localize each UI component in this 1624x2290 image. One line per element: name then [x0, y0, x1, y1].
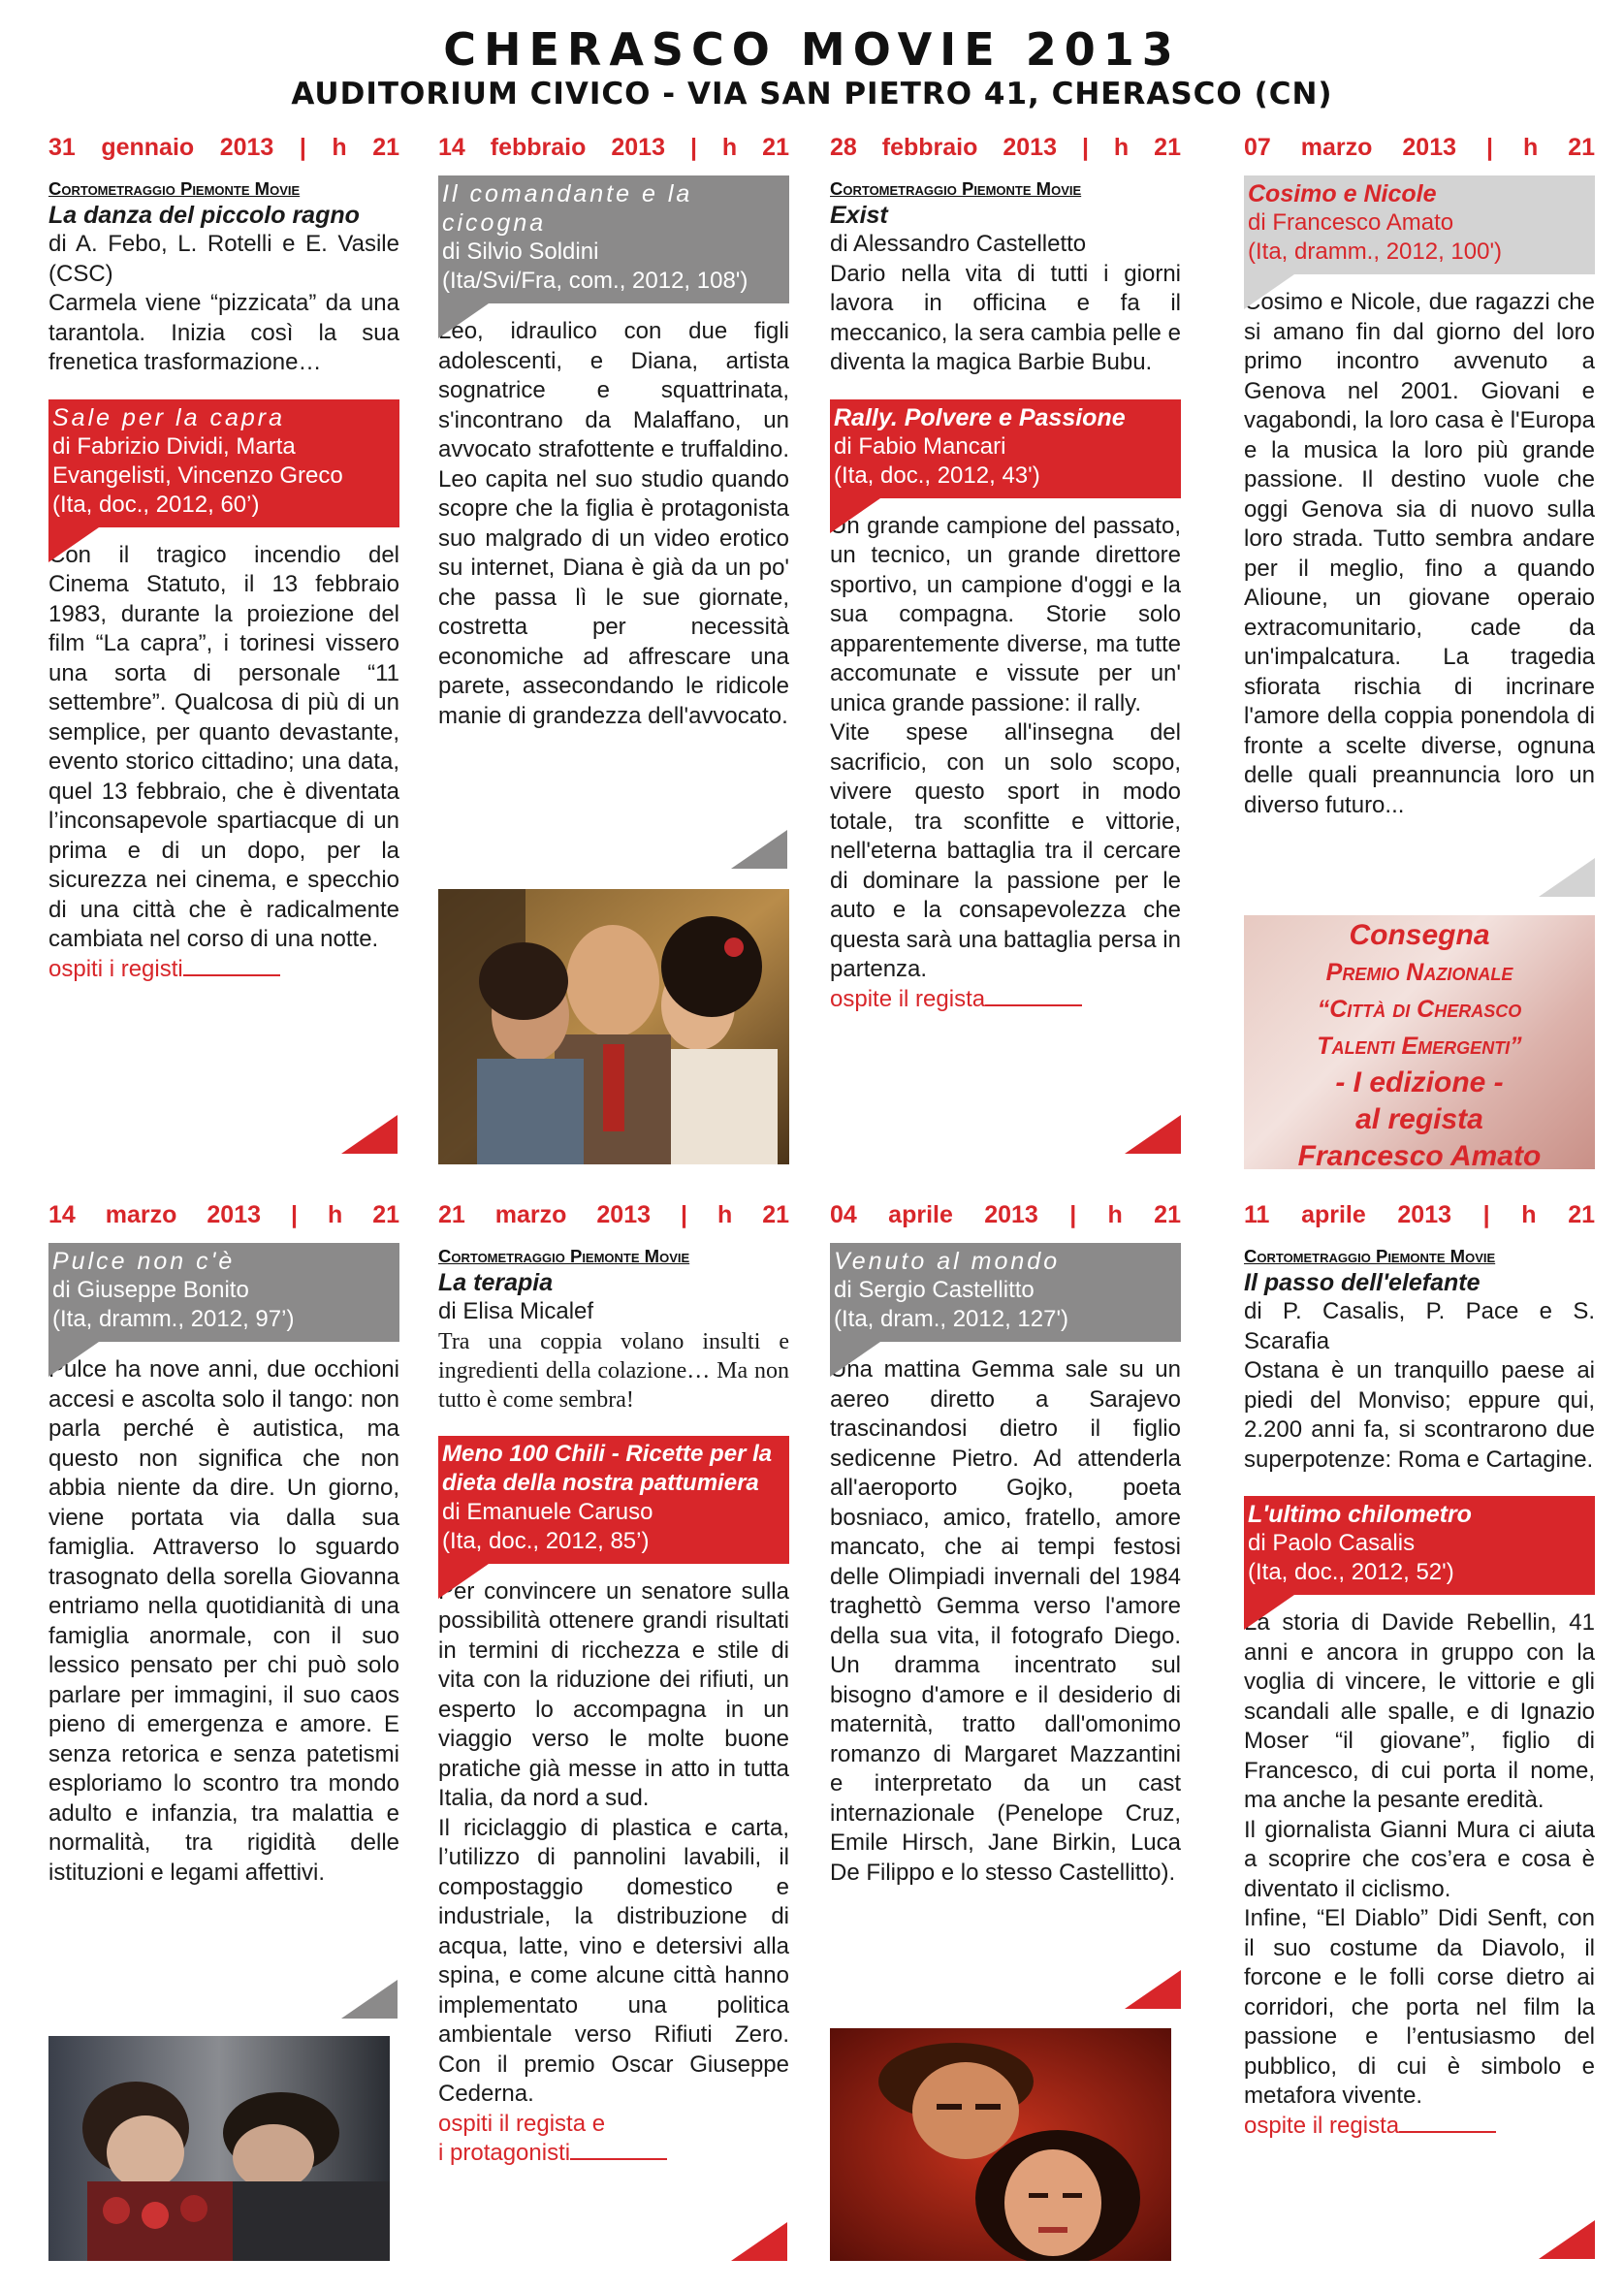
event-date: 07 marzo 2013 | h 21	[1244, 134, 1595, 161]
film-still-venuto	[830, 2028, 1171, 2261]
film-director: di Francesco Amato	[1248, 209, 1454, 236]
short-film-title: La danza del piccolo ragno	[48, 202, 360, 229]
page-subtitle: AUDITORIUM CIVICO - VIA SAN PIETRO 41, CHERASCO (CN)	[291, 77, 1333, 111]
short-film-label: Cortometraggio Piemonte Movie	[438, 1246, 690, 1266]
film-text-2: Vite spese all'insegna del sacrificio, con un solo scopo, vivere questo sport in modo totale, tra sconfitte e vittorie, nell'eterna battaglia tra il cercare di dominare la passione per le auto e la consapevolezza che questa sarà una battaglia persa in partenza.	[830, 719, 1181, 982]
guests-underline	[570, 2158, 667, 2160]
film-director: di Silvio Soldini	[442, 239, 599, 265]
film-info: (Ita/Svi/Fra, com., 2012, 108')	[442, 268, 748, 294]
film-info: (Ita, dramm., 2012, 100')	[1248, 239, 1503, 265]
guests-note	[48, 955, 399, 984]
promo-line-5: - I edizione -	[1335, 1066, 1504, 1098]
film-text-2: Il riciclaggio di plastica e carta, l’utilizzo di pannolini lavabili, il compostaggio domestico e industriale, la distribuzione di acqua, latte, vino e detersivi alla spina, e come alcune città hanno implementato una politica ambientale verso Rifiuti Zero. Con il premio Oscar Giuseppe Cederna.	[438, 1814, 789, 2107]
film-info: (Ita, doc., 2012, 52')	[1248, 1559, 1454, 1585]
box-corner	[1244, 274, 1294, 309]
box-corner	[48, 1342, 99, 1377]
film-text: Con il tragico incendio del Cinema Statuto, il 13 febbraio 1983, durante la proiezione del film “La capra”, i torinesi vissero una sorta di personale “11 settembre”. Qualcosa di più di un semplice, per quanto devastante, evento storico cittadino; una data, quel 13 febbraio, che è diventata l’inconsapevole spartiacque di un prima e di un dopo, per la sicurezza nei cinema, e specchio di una città che è radicalmente cambiata nel corso di una notte.	[48, 541, 399, 952]
guests-underline	[985, 1004, 1082, 1006]
film-title: Sale per la capra	[52, 403, 286, 431]
promo-line-1: Consegna	[1349, 919, 1490, 951]
short-film-label: Cortometraggio Piemonte Movie	[830, 178, 1082, 199]
film-info: (Ita, doc., 2012, 85’)	[442, 1527, 650, 1554]
corner-triangle	[1125, 1115, 1181, 1154]
corner-triangle	[1539, 858, 1595, 897]
guests-text: ospite il regista	[830, 985, 986, 1012]
short-film-text: Ostana è un tranquillo paese ai piedi del Monviso; eppure qui, 2.200 anni fa, si scontrarono due superpotenze: Roma e Cartagine.	[1244, 1357, 1595, 1473]
film-text: Una mattina Gemma sale su un aereo diretto a Sarajevo trascinandosi dietro il figlio sedicenne Pietro. Ad attenderla all'aeroporto Gojko, poeta bosniaco, amico, fratello, amore mancato, che ai tempi festosi delle Olimpiadi invernali del 1984 traghettò Gemma verso l'amore della sua vita, il fotografo Diego. Un dramma incentrato sul bisogno d'amore e il desiderio di maternità, tratto dall'omonimo romanzo di Margaret Mazzantini e interpretato da un cast internazionale (Penelope Cruz, Emile Hirsch, Jane Birkin, Luca De Filippo e lo stesso Castellitto).	[830, 1356, 1181, 1886]
film-text: Per convincere un senatore sulla possibilità ottenere grandi risultati in termini di ricchezza e stile di vita con la riduzione dei rifiuti, un esperto lo accompagna in un viaggio verso le molte buone pratiche già messe in atto in tutta Italia, da nord a sud.	[438, 1577, 789, 1811]
film-still-image	[48, 2036, 390, 2261]
page-header	[0, 23, 1624, 112]
film-text: Pulce ha nove anni, due occhioni accesi e ascolta solo il tango: non parla perché è autistica, ma questo non significa che non abbia niente da dire. Un giorno, viene portata via dalla sua famiglia. Attraverso lo sguardo trasognato della sorella Giovanna entriamo nella quotidianità di una famiglia anormale, con il suo lessico pensato per chi può solo parlare per immagini, il suo caos pieno di emergenza e amore. E senza retorica e senza patetismi esploriamo lo scontro tra mondo adulto e infanzia, tra malattia e normalità, tra rigidità delle istituzioni e legami affettivi.	[48, 1356, 399, 1886]
promo-line-4: Talenti Emergenti”	[1317, 1033, 1522, 1060]
short-film-title: Exist	[830, 202, 888, 229]
guests-text: ospiti il regista e	[438, 2110, 606, 2137]
film-box	[830, 399, 1181, 498]
film-director: di Giuseppe Bonito	[52, 1277, 249, 1303]
short-film-credits: di A. Febo, L. Rotelli e E. Vasile (CSC)	[48, 231, 399, 287]
box-corner	[830, 1342, 880, 1377]
short-film-text: Dario nella vita di tutti i giorni lavora in officina e fa il meccanico, la sera cambia pelle e diventa la magica Barbie Bubu.	[830, 260, 1181, 375]
event-date: 14 febbraio 2013 | h 21	[438, 134, 789, 161]
corner-triangle	[731, 830, 787, 869]
film-director: di Fabrizio Dividi, Marta Evangelisti, Vincenzo Greco	[52, 432, 343, 489]
event-11-aprile	[1244, 1200, 1595, 2141]
film-title: Meno 100 Chili - Ricette per la dieta della nostra pattumiera	[442, 1440, 773, 1496]
event-14-febbraio	[438, 133, 789, 731]
box-corner	[438, 303, 489, 338]
guests-underline	[1399, 2131, 1496, 2133]
corner-triangle	[1539, 2220, 1595, 2259]
corner-triangle	[1125, 1970, 1181, 2009]
short-film-label: Cortometraggio Piemonte Movie	[48, 178, 301, 199]
film-info: (Ita, dram., 2012, 127')	[834, 1306, 1069, 1332]
corner-triangle	[341, 1980, 398, 2019]
film-text: Cosimo e Nicole, due ragazzi che si amano fin dal giorno del loro primo incontro avvenuto a Genova nel 2001. Giovani e vagabondi, la loro casa è l'Europa e la musica la loro più grande passione. Il destino vuole che oggi Genova sia di nuovo sulla loro strada. Tutto sembra andare per il meglio, fino a quando Alioune, un giovane operaio extracomunitario, cade da un'impalcatura. La tragedia sfiorata rischia di incrinare l'amore della coppia ponendola di fronte a scelte diverse, ognuna delle quali preannuncia loro un diverso futuro...	[1244, 289, 1595, 818]
film-still-pulce	[48, 2036, 390, 2261]
film-info: (Ita, doc., 2012, 43')	[834, 461, 1040, 489]
film-box	[830, 1243, 1181, 1342]
film-title: Rally. Polvere e Passione	[834, 403, 1126, 431]
guests-text: ospiti i registi	[48, 955, 183, 982]
guests-note	[1244, 2112, 1595, 2141]
film-still-image	[830, 2028, 1171, 2261]
film-text-3: Infine, “El Diablo” Didi Senft, con il suo costume da Diavolo, il forcone e le folli corse dietro ai corridori, che porta nel film la passione e l’entusiasmo del pubblico, di cui è simbolo e metafora vivente.	[1244, 1905, 1595, 2109]
short-film-title: Il passo dell'elefante	[1244, 1269, 1481, 1296]
short-film-credits: di Alessandro Castelletto	[830, 231, 1087, 257]
box-corner	[48, 527, 99, 562]
corner-triangle	[731, 2222, 787, 2261]
event-21-marzo	[438, 1200, 789, 2168]
film-info: (Ita, doc., 2012, 60’)	[52, 491, 260, 518]
film-info: (Ita, dramm., 2012, 97’)	[52, 1306, 295, 1332]
event-04-aprile	[830, 1200, 1181, 1888]
film-title: Il comandante e la cicogna	[442, 180, 693, 237]
film-director: di Fabio Mancari	[834, 432, 1006, 460]
short-film-credits: di Elisa Micalef	[438, 1298, 594, 1324]
promo-line-6: al regista	[1355, 1103, 1483, 1135]
film-title: Cosimo e Nicole	[1248, 180, 1437, 207]
event-14-marzo	[48, 1200, 399, 1888]
promo-line-2: Premio Nazionale	[1325, 959, 1513, 986]
film-box	[48, 1243, 399, 1342]
box-corner	[1244, 1595, 1294, 1630]
film-box	[48, 399, 399, 527]
film-text: Un grande campione del passato, un tecnico, un grande direttore sportivo, un campione d'oggi e la sua compagna. Storie solo apparentemente diverse, ma tutte accomunate e vissute per un' unica grande passione: il rally.	[830, 512, 1181, 716]
film-director: di Paolo Casalis	[1248, 1530, 1416, 1556]
promo-line-7: Francesco Amato	[1297, 1140, 1542, 1172]
film-director: di Sergio Castellitto	[834, 1277, 1035, 1303]
event-date: 28 febbraio 2013 | h 21	[830, 134, 1181, 161]
film-still-comandante	[438, 889, 789, 1164]
short-film-text: Carmela viene “pizzicata” da una tarantola. Inizia così la sua frenetica trasformazione…	[48, 290, 399, 375]
short-film-credits: di P. Casalis, P. Pace e S. Scarafia	[1244, 1298, 1595, 1354]
guests-underline	[183, 974, 280, 976]
short-film-text: Tra una coppia volano insulti e ingredienti della colazione… Ma non tutto è come sembra!	[438, 1328, 789, 1413]
short-film-label: Cortometraggio Piemonte Movie	[1244, 1246, 1496, 1266]
film-text: Leo, idraulico con due figli adolescenti, e Diana, artista sognatrice e squattrinata, s'incontrano da Malaffano, un avvocato strafottente e truffaldino. Leo capita nel suo studio quando scopre che la figlia è protagonista suo malgrado di un video erotico su internet, Diana è già da un po' che passa lì le sue giornate, costretta per necessità economiche ad affrescare una parete, assecondando le ridicole manie di grandezza dell'avvocato.	[438, 318, 789, 729]
film-text: La storia di Davide Rebellin, 41 anni e ancora in gruppo con la voglia di vincere, le vittorie e gli scandali alle spalle, e di Ignazio Moser “il giovane”, figlio di Francesco, di cui porta il nome, ma anche la pesante eredità.	[1244, 1609, 1595, 1813]
event-date: 14 marzo 2013 | h 21	[48, 1201, 399, 1228]
film-box	[438, 1436, 789, 1564]
award-promo	[1244, 915, 1595, 1172]
short-film-title: La terapia	[438, 1269, 554, 1296]
film-box	[1244, 175, 1595, 274]
event-31-gennaio	[48, 133, 399, 984]
event-date: 11 aprile 2013 | h 21	[1244, 1201, 1595, 1228]
film-title: Pulce non c'è	[52, 1248, 236, 1275]
guests-note	[830, 985, 1181, 1014]
event-28-febbraio	[830, 133, 1181, 1014]
film-text-2: Il giornalista Gianni Mura ci aiuta a scoprire che cos’era e cosa è diventato il ciclismo.	[1244, 1816, 1595, 1902]
event-date: 04 aprile 2013 | h 21	[830, 1201, 1181, 1228]
event-07-marzo	[1244, 133, 1595, 820]
corner-triangle	[341, 1115, 398, 1154]
box-corner	[438, 1564, 489, 1599]
film-box	[1244, 1496, 1595, 1595]
film-box	[438, 175, 789, 303]
page-title: CHERASCO MOVIE 2013	[443, 23, 1181, 76]
film-director: di Emanuele Caruso	[442, 1498, 653, 1525]
film-title: Venuto al mondo	[834, 1248, 1061, 1275]
film-still-image	[438, 889, 789, 1164]
guests-text-2: i protagonisti	[438, 2139, 571, 2166]
promo-line-3: “Città di Cherasco	[1317, 996, 1522, 1023]
event-date: 31 gennaio 2013 | h 21	[48, 134, 399, 161]
box-corner	[830, 498, 880, 533]
guests-text: ospite il regista	[1244, 2112, 1400, 2139]
film-title: L'ultimo chilometro	[1248, 1501, 1472, 1528]
event-date: 21 marzo 2013 | h 21	[438, 1201, 789, 1228]
guests-note	[438, 2110, 789, 2168]
